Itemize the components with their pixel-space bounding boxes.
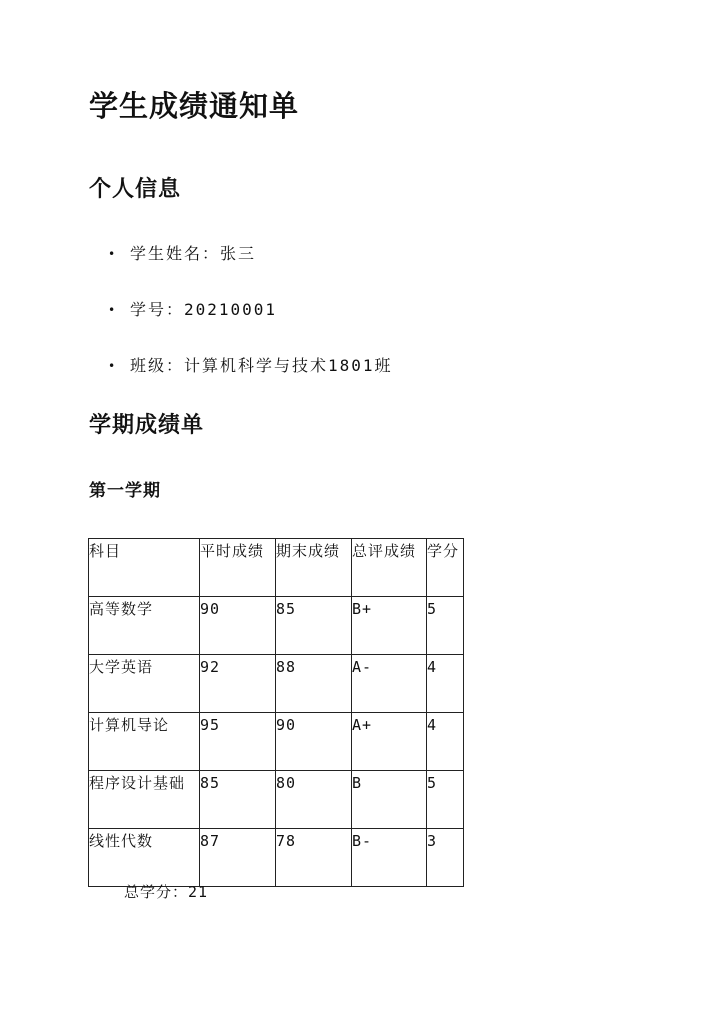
column-header-subject: 科目 <box>89 539 200 597</box>
cell-regular-score: 90 <box>200 597 276 655</box>
grades-table <box>88 538 464 887</box>
cell-credits: 4 <box>427 655 464 713</box>
cell-subject: 大学英语 <box>89 655 200 713</box>
bullet-icon: • <box>108 247 118 261</box>
total-credits: 总学分：21 <box>124 883 209 901</box>
table-row <box>89 713 464 771</box>
info-item-text: 班级：计算机科学与技术1801班 <box>130 356 393 375</box>
cell-credits: 4 <box>427 713 464 771</box>
cell-final-score: 85 <box>276 597 352 655</box>
table-header-row <box>89 539 464 597</box>
bullet-icon: • <box>108 359 118 373</box>
column-header-regular-score: 平时成绩 <box>200 539 276 597</box>
page-title: 学生成绩通知单 <box>89 89 300 123</box>
cell-subject: 程序设计基础 <box>89 771 200 829</box>
cell-subject: 线性代数 <box>89 829 200 887</box>
cell-final-score: 78 <box>276 829 352 887</box>
cell-overall-grade: A- <box>352 655 427 713</box>
semester-title: 第一学期 <box>89 481 161 501</box>
info-item-student-id <box>108 299 528 321</box>
cell-subject: 高等数学 <box>89 597 200 655</box>
info-item-text: 学号：20210001 <box>130 300 278 319</box>
cell-final-score: 90 <box>276 713 352 771</box>
cell-regular-score: 87 <box>200 829 276 887</box>
cell-final-score: 88 <box>276 655 352 713</box>
cell-final-score: 80 <box>276 771 352 829</box>
column-header-overall-grade: 总评成绩 <box>352 539 427 597</box>
cell-credits: 5 <box>427 597 464 655</box>
cell-regular-score: 95 <box>200 713 276 771</box>
cell-overall-grade: B+ <box>352 597 427 655</box>
cell-overall-grade: B <box>352 771 427 829</box>
cell-subject: 计算机导论 <box>89 713 200 771</box>
cell-credits: 3 <box>427 829 464 887</box>
table-row <box>89 655 464 713</box>
cell-regular-score: 92 <box>200 655 276 713</box>
personal-info-heading: 个人信息 <box>89 176 182 202</box>
cell-credits: 5 <box>427 771 464 829</box>
bullet-icon: • <box>108 303 118 317</box>
column-header-credits: 学分 <box>427 539 464 597</box>
table-row <box>89 597 464 655</box>
info-item-text: 学生姓名：张三 <box>130 244 257 263</box>
grades-heading: 学期成绩单 <box>89 412 205 438</box>
info-item-class <box>108 355 528 377</box>
cell-overall-grade: B- <box>352 829 427 887</box>
table-row <box>89 771 464 829</box>
table-row <box>89 829 464 887</box>
cell-overall-grade: A+ <box>352 713 427 771</box>
column-header-final-score: 期末成绩 <box>276 539 352 597</box>
info-item-student-name <box>108 243 528 265</box>
cell-regular-score: 85 <box>200 771 276 829</box>
